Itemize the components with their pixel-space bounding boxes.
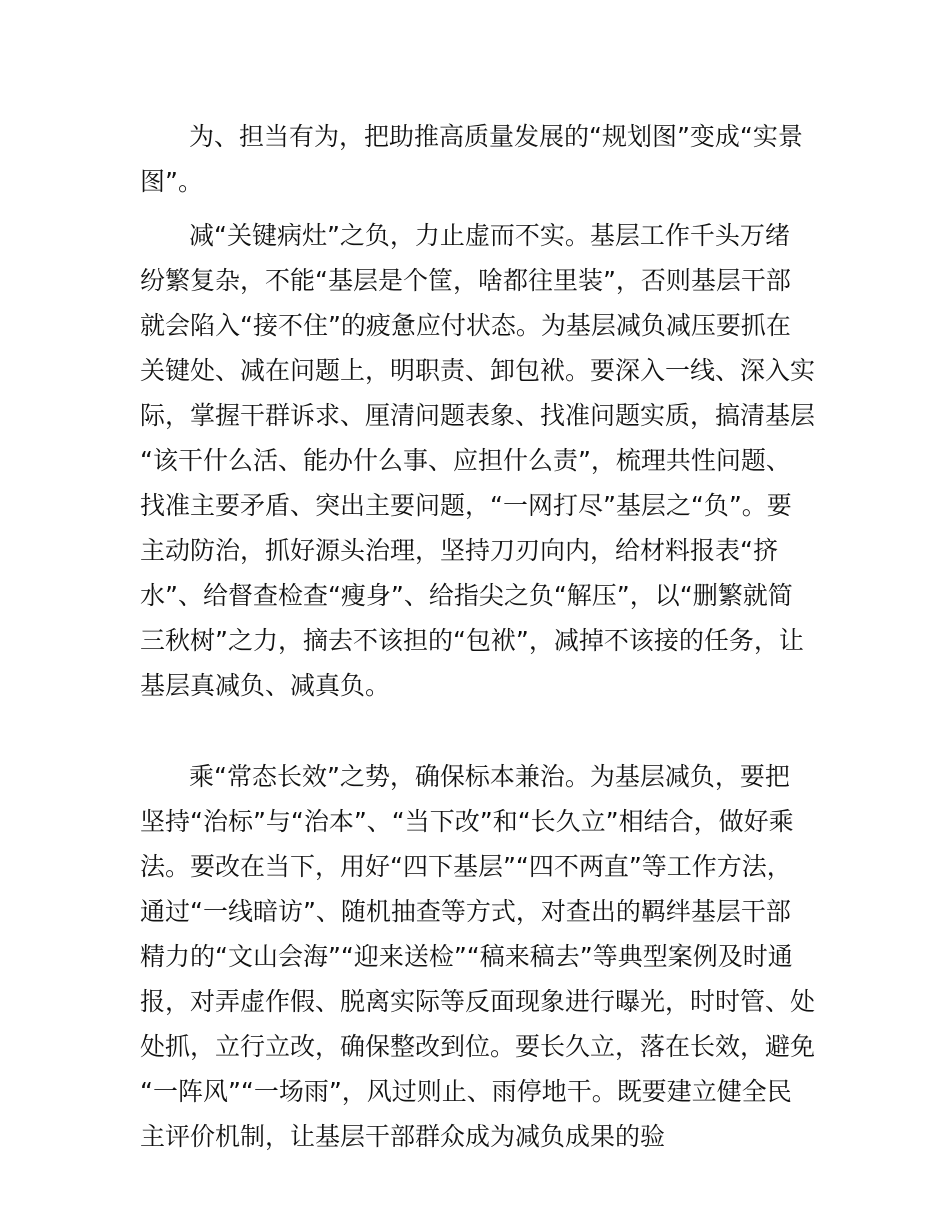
text-line: 通过“一线暗访”、随机抽查等方式，对查出的羁绊基层干部 — [140, 897, 791, 926]
text-line: 主动防治，抓好源头治理，坚持刀刃向内，给材料报表“挤 — [140, 536, 778, 565]
text-line: 法。要改在当下，用好“四下基层”“四不两直”等工作方法， — [140, 852, 792, 881]
text-line: 纷繁复杂，不能“基层是个筐，啥都往里装”，否则基层干部 — [140, 266, 791, 295]
text-line: 基层真减负、减真负。 — [140, 671, 391, 700]
text-line: 减“关键病灶”之负，力止虚而不实。基层工作千头万绪 — [189, 221, 790, 250]
text-line: 乘“常态长效”之势，确保标本兼治。为基层减负，要把 — [189, 762, 790, 791]
text-line: 精力的“文山会海”“迎来送检”“稿来稿去”等典型案例及时通 — [140, 942, 793, 971]
text-line: “一阵风”“一场雨”，风过则止、雨停地干。既要建立健全民 — [140, 1077, 792, 1106]
text-line: 关键处、减在问题上，明职责、卸包袱。要深入一线、深入实 — [140, 356, 816, 385]
text-line: 主评价机制，让基层干部群众成为减负成果的验 — [140, 1122, 666, 1151]
text-line: “该干什么活、能办什么事、应担什么责”，梳理共性问题、 — [140, 446, 791, 475]
text-line: 为、担当有为，把助推高质量发展的“规划图”变成“实景 — [189, 122, 803, 151]
text-line: 际，掌握干群诉求、厘清问题表象、找准问题实质，搞清基层 — [140, 401, 816, 430]
text-line: 找准主要矛盾、突出主要问题，“一网打尽”基层之“负”。要 — [140, 491, 792, 520]
text-line: 报，对弄虚作假、脱离实际等反面现象进行曝光，时时管、处 — [140, 987, 816, 1016]
text-line: 处抓，立行立改，确保整改到位。要长久立，落在长效，避免 — [140, 1032, 816, 1061]
text-line: 三秋树”之力，摘去不该担的“包袱”，减掉不该接的任务，让 — [140, 626, 804, 655]
text-line: 坚持“治标”与“治本”、“当下改”和“长久立”相结合，做好乘 — [140, 807, 794, 836]
text-line: 就会陷入“接不住”的疲惫应付状态。为基层减负减压要抓在 — [140, 311, 791, 340]
text-line: 图”。 — [140, 167, 203, 196]
text-line: 水”、给督查检查“瘦身”、给指尖之负“解压”，以“删繁就简 — [140, 581, 793, 610]
